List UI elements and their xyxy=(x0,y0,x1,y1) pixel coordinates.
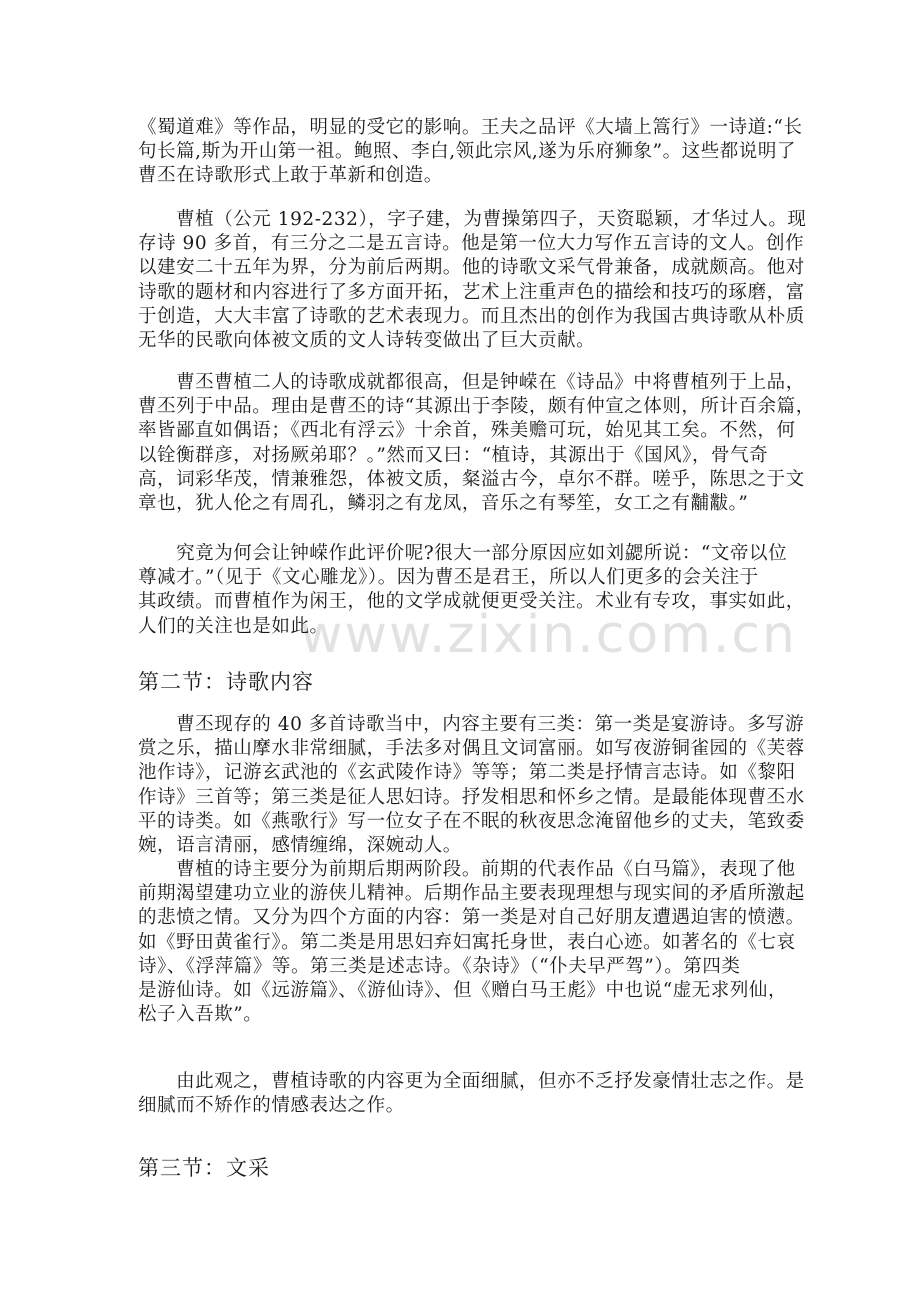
paragraph xyxy=(138,858,805,1027)
text-line: 以建安二十五年为界，分为前后两期。他的诗歌文采气骨兼备，成就颇高。他对 xyxy=(138,257,805,279)
text-line: 松子入吾欺”。 xyxy=(138,1004,263,1026)
text-line: 赏之乐，描山摩水非常细腻，手法多对偶且文词富丽。如写夜游铜雀园的《芙蓉 xyxy=(138,738,805,760)
text-line: 曹丕曹植二人的诗歌成就都很高，但是钟嵘在《诗品》中将曹植列于上品， xyxy=(138,372,805,393)
text-line: 高，词彩华茂，情兼雅怨，体被文质，粲溢古今，卓尔不群。嗟乎，陈思之于文 xyxy=(138,468,805,490)
paragraph xyxy=(138,371,815,516)
text-line: 存诗 90 多首，有三分之二是五言诗。他是第一位大力写作五言诗的文人。创作 xyxy=(138,233,805,255)
text-line: 无华的民歌向体被文质的文人诗转变做出了巨大贡献。 xyxy=(138,330,596,352)
paragraph xyxy=(138,116,803,189)
paragraph-text xyxy=(138,116,803,189)
text-line: 曹丕在诗歌形式上敢于革新和创造。 xyxy=(138,165,443,187)
text-line: 平的诗类。如《燕歌行》写一位女子在不眠的秋夜思念淹留他乡的丈夫，笔致委 xyxy=(138,810,805,832)
paragraph-text xyxy=(138,1070,805,1118)
paragraph-text xyxy=(138,858,805,1027)
paragraph-text xyxy=(138,371,815,516)
text-line: 曹植的诗主要分为前期后期两阶段。前期的代表作品《白马篇》，表现了他 xyxy=(138,859,796,880)
paragraph xyxy=(138,542,805,639)
text-line: 池作诗》，记游玄武池的《玄武陵作诗》等等；第二类是抒情言志诗。如《黎阳 xyxy=(138,762,796,784)
text-line: 率皆鄙直如偶语；《西北有浮云》十余首，殊美赡可玩，始见其工矣。不然，何 xyxy=(138,420,796,442)
text-line: 以铨衡群彦，对扬厥弟耶？。”然而又曰：“植诗，其源出于《国风》，骨气奇 xyxy=(138,444,769,466)
paragraph-text xyxy=(138,542,805,639)
text-line: 的悲愤之情。又分为四个方面的内容：第一类是对自己好朋友遭遇迫害的愤懑。 xyxy=(138,907,805,929)
paragraph xyxy=(138,208,807,353)
text-line: 细腻而不矫作的情感表达之作。 xyxy=(138,1095,405,1117)
text-line: 曹丕列于中品。理由是曹丕的诗“其源出于李陵，颇有仲宣之体则，所计百余篇， xyxy=(138,396,815,418)
paragraph-text xyxy=(138,208,807,353)
text-line: 尊减才。”（见于《文心雕龙》）。因为曹丕是君王，所以人们更多的会关注于 xyxy=(138,567,759,589)
text-line: 曹植（公元 192-232），字子建，为曹操第四子，天资聪颖，才华过人。现 xyxy=(138,209,807,230)
text-line: 《蜀道难》等作品，明显的受它的影响。王夫之品评《大墙上篙行》一诗道:“长 xyxy=(138,117,803,138)
text-line: 人们的关注也是如此。 xyxy=(138,615,329,637)
section-heading: 第三节：文采 xyxy=(138,1156,270,1180)
text-line: 句长篇,斯为开山第一祖。鲍照、李白,领此宗风,遂为乐府狮象”。这些都说明了 xyxy=(138,141,796,163)
paragraph-text xyxy=(138,713,805,858)
text-line: 诗》、《浮萍篇》等。第三类是述志诗。《杂诗》（“仆夫早严驾”）。第四类 xyxy=(138,955,741,977)
text-line: 曹丕现存的 40 多首诗歌当中，内容主要有三类：第一类是宴游诗。多写游 xyxy=(138,714,805,735)
text-line: 诗歌的题材和内容进行了多方面开拓，艺术上注重声色的描绘和技巧的琢磨，富 xyxy=(138,281,805,303)
text-line: 究竟为何会让钟嵘作此评价呢?很大一部分原因应如刘勰所说：“文帝以位 xyxy=(138,543,788,564)
text-line: 婉，语言清丽，感情缠绵，深婉动人。 xyxy=(138,835,462,857)
text-line: 其政绩。而曹植作为闲王，他的文学成就便更受关注。术业有专攻，事实如此， xyxy=(138,591,805,613)
text-line: 于创造，大大丰富了诗歌的艺术表现力。而且杰出的创作为我国古典诗歌从朴质 xyxy=(138,305,805,327)
text-line: 是游仙诗。如《远游篇》、《游仙诗》、但《赠白马王彪》中也说“虚无求列仙， xyxy=(138,980,788,1002)
text-line: 作诗》三首等；第三类是征人思妇诗。抒发相思和怀乡之情。是最能体现曹丕水 xyxy=(138,786,805,808)
text-line: 前期渴望建功立业的游侠儿精神。后期作品主要表现理想与现实间的矛盾所激起 xyxy=(138,883,805,905)
section-heading: 第二节：诗歌内容 xyxy=(138,670,314,694)
paragraph xyxy=(138,713,805,858)
paragraph xyxy=(138,1070,805,1118)
text-line: 章也，犹人伦之有周孔，鳞羽之有龙凤，音乐之有琴笙，女工之有黼黻。” xyxy=(138,493,749,515)
text-line: 由此观之，曹植诗歌的内容更为全面细腻，但亦不乏抒发豪情壮志之作。是 xyxy=(138,1071,805,1092)
watermark: www.zixin.com.cn xyxy=(300,605,797,665)
text-line: 如《野田黄雀行》。第二类是用思妇弃妇寓托身世，表白心迹。如著名的《七哀 xyxy=(138,931,796,953)
